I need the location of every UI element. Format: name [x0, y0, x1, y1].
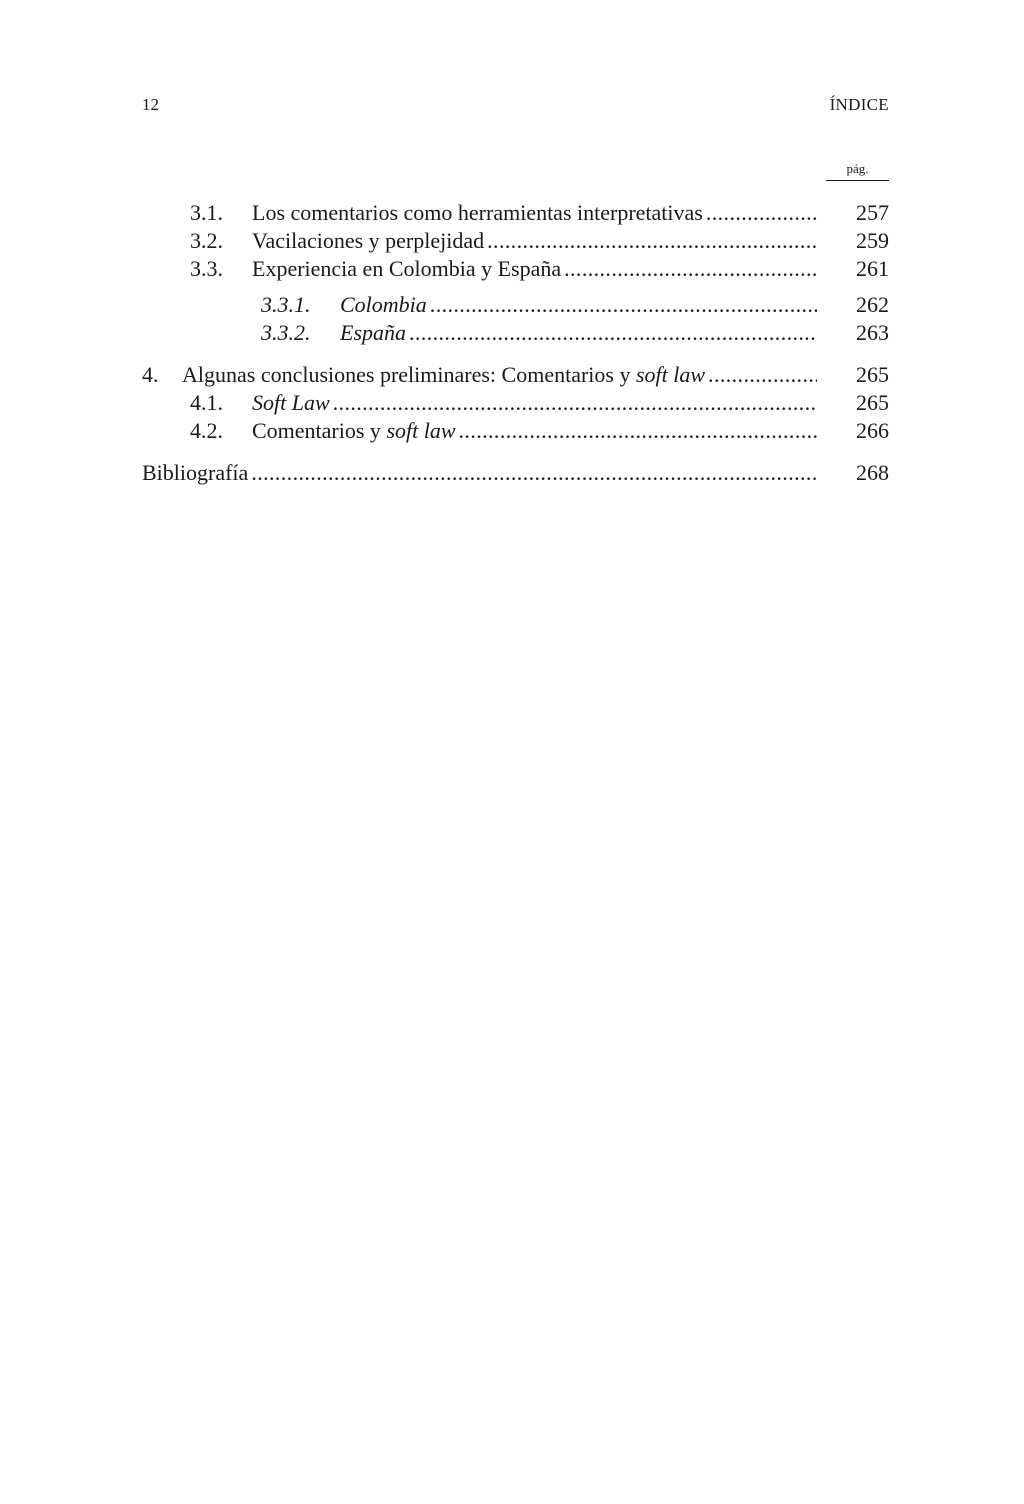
toc-entry-number: 3.1. — [190, 200, 223, 225]
toc-entry-title: Soft Law — [252, 390, 330, 415]
toc-entry-title-italic: soft law — [386, 418, 456, 443]
toc-entry-page: 268 — [856, 460, 889, 485]
toc-entry-title-plain: Algunas conclusiones preliminares: Comentarios y — [182, 362, 636, 387]
toc-entry-page: 263 — [856, 320, 889, 345]
toc-entry-page: 262 — [856, 292, 889, 317]
toc-entry-page: 257 — [856, 200, 889, 225]
page-column-label: pág. — [826, 160, 889, 181]
toc-entry-4-1[interactable] — [142, 389, 889, 417]
toc-entry-title-plain: Comentarios y — [252, 418, 387, 443]
dot-leader — [409, 319, 817, 347]
toc-entry-text — [252, 389, 817, 417]
toc-entry-number: 3.3.1. — [261, 292, 311, 317]
dot-leader — [487, 227, 817, 255]
toc-entry-text — [252, 227, 817, 255]
toc-entry-number: 3.3. — [190, 256, 223, 281]
toc-entry-text — [252, 417, 817, 445]
toc-entry-title: Los comentarios como herramientas interpretativas — [252, 200, 703, 225]
toc-entry-number: 3.3.2. — [261, 320, 311, 345]
dot-leader — [333, 389, 817, 417]
toc-entry-number: 4.1. — [190, 390, 223, 415]
toc-entry-text — [340, 291, 817, 319]
dot-leader — [459, 417, 817, 445]
dot-leader — [430, 291, 817, 319]
toc-entry-title: Vacilaciones y perplejidad — [252, 228, 485, 253]
toc-entry-4[interactable] — [142, 361, 889, 389]
running-title: ÍNDICE — [829, 95, 889, 114]
dot-leader — [708, 361, 817, 389]
dot-leader — [251, 459, 817, 487]
toc-entry-number: 3.2. — [190, 228, 223, 253]
toc-entry-text — [340, 319, 817, 347]
page-number: 12 — [142, 95, 159, 114]
toc-entry-3-3-1[interactable] — [142, 291, 889, 319]
toc-entry-3-1[interactable] — [142, 199, 889, 227]
toc-entry-title — [252, 417, 456, 445]
toc-entry-text — [252, 199, 817, 227]
toc-entry-title: Colombia — [340, 292, 427, 317]
toc-entry-number: 4.2. — [190, 418, 223, 443]
toc-entry-text — [142, 459, 817, 487]
toc-entry-title — [182, 361, 705, 389]
toc-entry-3-2[interactable] — [142, 227, 889, 255]
dot-leader — [564, 255, 817, 283]
toc-entry-text — [182, 361, 817, 389]
toc-entry-title: España — [340, 320, 406, 345]
toc-entry-text — [252, 255, 817, 283]
toc-entry-page: 265 — [856, 390, 889, 415]
dot-leader — [706, 199, 817, 227]
toc-entry-3-3-2[interactable] — [142, 319, 889, 347]
toc-entry-title-italic: soft law — [635, 362, 706, 387]
toc-entry-page: 265 — [856, 362, 889, 387]
toc-entry-page: 261 — [856, 256, 889, 281]
toc-entry-number: 4. — [142, 362, 159, 387]
toc-entry-4-2[interactable] — [142, 417, 889, 445]
toc-entry-page: 259 — [856, 228, 889, 253]
toc-entry-3-3[interactable] — [142, 255, 889, 283]
toc-entry-title: Bibliografía — [142, 460, 249, 485]
toc-entry-bibliografia[interactable] — [142, 459, 889, 487]
toc-entry-title: Experiencia en Colombia y España — [252, 256, 562, 281]
page-header — [142, 92, 889, 118]
toc-entry-page: 266 — [856, 418, 889, 443]
